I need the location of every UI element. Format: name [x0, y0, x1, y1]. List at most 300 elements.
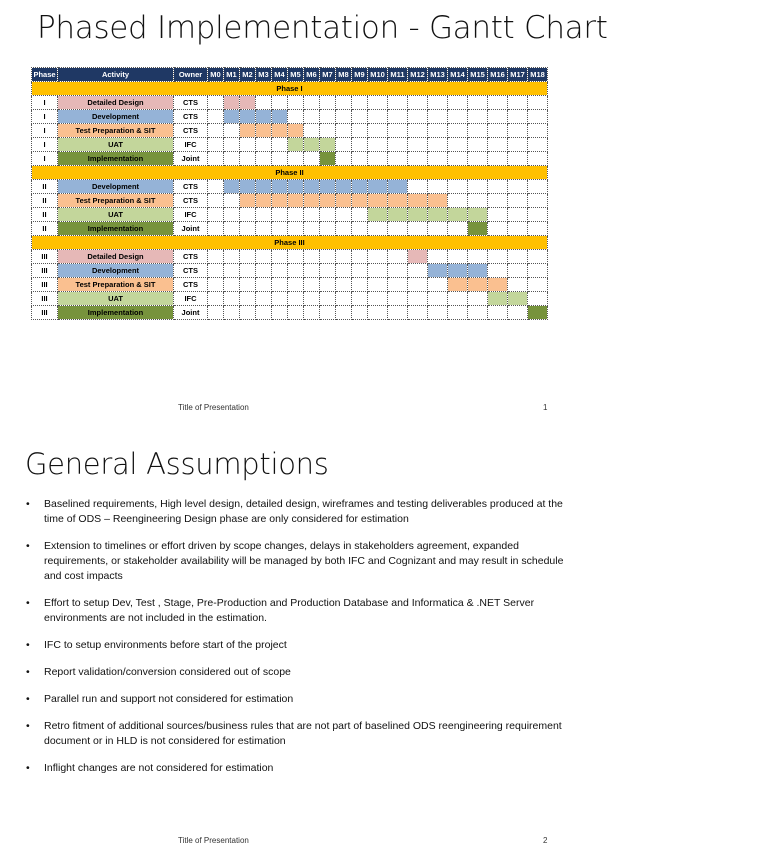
activity-cell: UAT — [58, 208, 174, 222]
activity-cell: Test Preparation & SIT — [58, 278, 174, 292]
gantt-bar-cell — [256, 110, 272, 124]
month-cell — [528, 278, 548, 292]
month-cell — [368, 250, 388, 264]
month-cell — [272, 250, 288, 264]
month-header: M0 — [208, 68, 224, 82]
month-cell — [240, 208, 256, 222]
month-header: M14 — [448, 68, 468, 82]
month-cell — [320, 278, 336, 292]
month-cell — [468, 110, 488, 124]
month-cell — [368, 110, 388, 124]
month-cell — [448, 152, 468, 166]
month-cell — [272, 292, 288, 306]
month-header: M7 — [320, 68, 336, 82]
gantt-bar-cell — [240, 124, 256, 138]
month-cell — [508, 110, 528, 124]
gantt-bar-cell — [240, 110, 256, 124]
month-cell — [288, 152, 304, 166]
month-cell — [352, 124, 368, 138]
owner-cell: CTS — [174, 180, 208, 194]
month-cell — [304, 278, 320, 292]
month-cell — [320, 208, 336, 222]
month-cell — [508, 264, 528, 278]
month-cell — [208, 194, 224, 208]
owner-cell: CTS — [174, 264, 208, 278]
phase-cell: II — [32, 180, 58, 194]
month-cell — [388, 222, 408, 236]
month-cell — [528, 264, 548, 278]
month-cell — [352, 110, 368, 124]
month-cell — [240, 152, 256, 166]
gantt-bar-cell — [288, 138, 304, 152]
month-cell — [528, 152, 548, 166]
activity-cell: Implementation — [58, 222, 174, 236]
month-cell — [528, 180, 548, 194]
month-cell — [488, 138, 508, 152]
owner-cell: CTS — [174, 250, 208, 264]
assumptions-slide — [0, 433, 768, 866]
month-cell — [468, 194, 488, 208]
gantt-bar-cell — [256, 194, 272, 208]
month-cell — [224, 278, 240, 292]
month-header: M4 — [272, 68, 288, 82]
month-cell — [408, 278, 428, 292]
gantt-bar-cell — [288, 180, 304, 194]
month-header: M18 — [528, 68, 548, 82]
assumption-item — [26, 596, 566, 626]
month-cell — [388, 152, 408, 166]
gantt-bar-cell — [288, 124, 304, 138]
month-cell — [288, 222, 304, 236]
month-cell — [336, 222, 352, 236]
month-cell — [336, 96, 352, 110]
gantt-bar-cell — [304, 194, 320, 208]
month-cell — [428, 110, 448, 124]
month-cell — [388, 96, 408, 110]
month-cell — [488, 208, 508, 222]
month-cell — [304, 110, 320, 124]
gantt-bar-cell — [320, 180, 336, 194]
month-cell — [408, 180, 428, 194]
month-cell — [528, 208, 548, 222]
month-cell — [468, 306, 488, 320]
month-cell — [528, 96, 548, 110]
assumption-item — [26, 497, 566, 527]
month-cell — [224, 194, 240, 208]
bullet-icon: • — [26, 762, 30, 774]
month-cell — [508, 222, 528, 236]
gantt-bar-cell — [320, 194, 336, 208]
month-cell — [428, 180, 448, 194]
month-header: M13 — [428, 68, 448, 82]
gantt-row — [32, 222, 548, 236]
month-cell — [448, 110, 468, 124]
gantt-bar-cell — [256, 124, 272, 138]
phase-cell: III — [32, 306, 58, 320]
month-cell — [448, 124, 468, 138]
month-cell — [272, 138, 288, 152]
month-cell — [352, 208, 368, 222]
month-cell — [408, 292, 428, 306]
month-cell — [468, 138, 488, 152]
bullet-icon: • — [26, 666, 30, 678]
assumption-item — [26, 692, 566, 707]
month-cell — [448, 180, 468, 194]
activity-cell: Detailed Design — [58, 250, 174, 264]
phase-band-label: Phase III — [32, 236, 548, 250]
assumption-text: Baselined requirements, High level design, detailed design, wireframes and testing deliverables produced at the time of ODS – Reengineering Design phase are only considered for estimation — [44, 498, 563, 525]
phase-band-label: Phase I — [32, 82, 548, 96]
owner-cell: CTS — [174, 96, 208, 110]
month-cell — [508, 250, 528, 264]
month-cell — [256, 208, 272, 222]
month-cell — [352, 222, 368, 236]
phase-cell: I — [32, 110, 58, 124]
assumption-item — [26, 719, 566, 749]
month-header: M1 — [224, 68, 240, 82]
month-cell — [352, 152, 368, 166]
month-cell — [224, 208, 240, 222]
gantt-row — [32, 292, 548, 306]
month-cell — [288, 306, 304, 320]
month-cell — [508, 194, 528, 208]
gantt-row — [32, 250, 548, 264]
month-cell — [336, 264, 352, 278]
month-cell — [240, 292, 256, 306]
month-cell — [304, 250, 320, 264]
month-cell — [336, 208, 352, 222]
month-cell — [352, 292, 368, 306]
gantt-bar-cell — [336, 194, 352, 208]
month-cell — [240, 306, 256, 320]
month-cell — [468, 124, 488, 138]
month-header: M3 — [256, 68, 272, 82]
month-cell — [304, 96, 320, 110]
month-cell — [208, 292, 224, 306]
month-cell — [288, 208, 304, 222]
phase-cell: II — [32, 194, 58, 208]
month-cell — [304, 222, 320, 236]
month-cell — [528, 138, 548, 152]
gantt-row — [32, 138, 548, 152]
month-cell — [448, 138, 468, 152]
month-cell — [408, 96, 428, 110]
bullet-icon: • — [26, 540, 30, 552]
month-cell — [468, 180, 488, 194]
month-cell — [448, 194, 468, 208]
month-cell — [288, 278, 304, 292]
gantt-row — [32, 278, 548, 292]
month-cell — [240, 222, 256, 236]
gantt-bar-cell — [368, 208, 388, 222]
gantt-bar-cell — [368, 180, 388, 194]
month-cell — [448, 96, 468, 110]
slide-title: General Assumptions — [25, 447, 329, 481]
month-header: M16 — [488, 68, 508, 82]
gantt-bar-cell — [272, 124, 288, 138]
month-cell — [288, 264, 304, 278]
assumption-text: Effort to setup Dev, Test , Stage, Pre-Production and Production Database and Informatica & .NET Server environments are not included in the estimation. — [44, 597, 535, 624]
month-cell — [224, 264, 240, 278]
month-cell — [224, 152, 240, 166]
month-cell — [320, 124, 336, 138]
activity-cell: Implementation — [58, 152, 174, 166]
gantt-bar-cell — [320, 152, 336, 166]
gantt-bar-cell — [448, 278, 468, 292]
assumption-text: Retro fitment of additional sources/business rules that are not part of baselined ODS reengineering requirement document or in HLD is not considered for estimation — [44, 720, 562, 747]
owner-cell: Joint — [174, 152, 208, 166]
month-cell — [388, 138, 408, 152]
month-cell — [240, 138, 256, 152]
month-cell — [428, 138, 448, 152]
gantt-bar-cell — [240, 96, 256, 110]
gantt-bar-cell — [388, 208, 408, 222]
phase-header: Phase — [32, 68, 58, 82]
gantt-bar-cell — [224, 110, 240, 124]
gantt-bar-cell — [224, 96, 240, 110]
owner-cell: Joint — [174, 222, 208, 236]
activity-header: Activity — [58, 68, 174, 82]
month-cell — [304, 264, 320, 278]
gantt-bar-cell — [488, 292, 508, 306]
month-cell — [256, 152, 272, 166]
gantt-bar-cell — [240, 194, 256, 208]
month-header: M9 — [352, 68, 368, 82]
activity-cell: Test Preparation & SIT — [58, 194, 174, 208]
month-cell — [508, 208, 528, 222]
month-cell — [428, 152, 448, 166]
phase-cell: II — [32, 222, 58, 236]
gantt-row — [32, 306, 548, 320]
phase-band-row — [32, 236, 548, 250]
owner-cell: IFC — [174, 138, 208, 152]
month-cell — [288, 292, 304, 306]
gantt-bar-cell — [468, 278, 488, 292]
month-cell — [224, 250, 240, 264]
month-cell — [336, 152, 352, 166]
month-cell — [388, 264, 408, 278]
month-header: M6 — [304, 68, 320, 82]
month-cell — [408, 152, 428, 166]
month-cell — [352, 96, 368, 110]
gantt-bar-cell — [256, 180, 272, 194]
month-cell — [508, 96, 528, 110]
month-cell — [368, 306, 388, 320]
month-cell — [508, 152, 528, 166]
month-cell — [352, 264, 368, 278]
month-header: M8 — [336, 68, 352, 82]
gantt-bar-cell — [352, 180, 368, 194]
month-cell — [240, 264, 256, 278]
month-cell — [304, 124, 320, 138]
month-cell — [528, 222, 548, 236]
page-number: 2 — [543, 836, 548, 845]
month-cell — [240, 250, 256, 264]
month-cell — [256, 278, 272, 292]
gantt-bar-cell — [428, 264, 448, 278]
month-cell — [468, 250, 488, 264]
month-cell — [488, 152, 508, 166]
month-cell — [208, 110, 224, 124]
month-cell — [388, 306, 408, 320]
month-cell — [368, 138, 388, 152]
gantt-row — [32, 152, 548, 166]
gantt-table — [31, 67, 548, 320]
month-header: M11 — [388, 68, 408, 82]
activity-cell: UAT — [58, 138, 174, 152]
month-cell — [336, 124, 352, 138]
month-cell — [528, 292, 548, 306]
month-cell — [388, 124, 408, 138]
month-cell — [208, 152, 224, 166]
bullet-icon: • — [26, 720, 30, 732]
month-cell — [304, 292, 320, 306]
month-cell — [288, 96, 304, 110]
month-cell — [508, 138, 528, 152]
month-cell — [428, 222, 448, 236]
month-cell — [272, 278, 288, 292]
assumption-text: Parallel run and support not considered for estimation — [44, 693, 294, 705]
phase-cell: III — [32, 278, 58, 292]
month-cell — [272, 152, 288, 166]
gantt-bar-cell — [388, 180, 408, 194]
month-cell — [256, 292, 272, 306]
month-cell — [448, 292, 468, 306]
month-cell — [488, 264, 508, 278]
owner-cell: CTS — [174, 194, 208, 208]
gantt-bar-cell — [272, 110, 288, 124]
month-cell — [208, 222, 224, 236]
month-cell — [352, 278, 368, 292]
month-cell — [408, 124, 428, 138]
month-header: M5 — [288, 68, 304, 82]
footer-title: Title of Presentation — [178, 403, 249, 412]
gantt-row — [32, 194, 548, 208]
month-cell — [256, 306, 272, 320]
gantt-bar-cell — [288, 194, 304, 208]
gantt-row — [32, 180, 548, 194]
month-cell — [224, 138, 240, 152]
month-cell — [508, 180, 528, 194]
month-cell — [320, 292, 336, 306]
month-cell — [336, 292, 352, 306]
footer-title: Title of Presentation — [178, 836, 249, 845]
month-cell — [304, 208, 320, 222]
month-cell — [208, 264, 224, 278]
month-cell — [528, 110, 548, 124]
gantt-bar-cell — [368, 194, 388, 208]
month-cell — [208, 124, 224, 138]
month-cell — [468, 292, 488, 306]
month-cell — [428, 96, 448, 110]
month-cell — [240, 278, 256, 292]
activity-cell: UAT — [58, 292, 174, 306]
gantt-bar-cell — [448, 264, 468, 278]
month-cell — [288, 250, 304, 264]
phase-band-label: Phase II — [32, 166, 548, 180]
month-cell — [320, 222, 336, 236]
month-cell — [488, 96, 508, 110]
month-cell — [488, 306, 508, 320]
month-cell — [408, 222, 428, 236]
month-cell — [368, 292, 388, 306]
month-cell — [336, 138, 352, 152]
month-header: M2 — [240, 68, 256, 82]
month-cell — [448, 250, 468, 264]
gantt-bar-cell — [304, 138, 320, 152]
month-cell — [488, 194, 508, 208]
activity-cell: Development — [58, 110, 174, 124]
month-cell — [256, 250, 272, 264]
gantt-row — [32, 124, 548, 138]
month-cell — [224, 124, 240, 138]
month-cell — [272, 222, 288, 236]
assumption-item — [26, 665, 566, 680]
gantt-bar-cell — [352, 194, 368, 208]
month-cell — [256, 138, 272, 152]
assumption-item — [26, 539, 566, 584]
assumption-text: Extension to timelines or effort driven by scope changes, delays in stakeholders agreement, expanded requirements, or stakeholder availability will be managed by both IFC and Cognizant and may result in schedule and cost impacts — [44, 540, 564, 582]
phase-cell: I — [32, 152, 58, 166]
month-cell — [320, 250, 336, 264]
gantt-bar-cell — [408, 250, 428, 264]
month-header: M17 — [508, 68, 528, 82]
month-cell — [388, 278, 408, 292]
month-cell — [368, 96, 388, 110]
assumption-text: Report validation/conversion considered out of scope — [44, 666, 291, 678]
month-cell — [488, 222, 508, 236]
gantt-bar-cell — [408, 194, 428, 208]
month-cell — [388, 110, 408, 124]
phase-cell: I — [32, 124, 58, 138]
month-cell — [448, 306, 468, 320]
phase-cell: I — [32, 96, 58, 110]
gantt-bar-cell — [468, 222, 488, 236]
month-cell — [208, 180, 224, 194]
gantt-bar-cell — [272, 194, 288, 208]
month-cell — [288, 110, 304, 124]
month-cell — [428, 250, 448, 264]
month-cell — [388, 250, 408, 264]
gantt-row — [32, 96, 548, 110]
month-cell — [336, 110, 352, 124]
activity-cell: Detailed Design — [58, 96, 174, 110]
assumption-item — [26, 761, 566, 776]
gantt-bar-cell — [320, 138, 336, 152]
owner-cell: CTS — [174, 278, 208, 292]
slide-title: Phased Implementation - Gantt Chart — [37, 10, 608, 46]
month-cell — [388, 292, 408, 306]
month-cell — [368, 124, 388, 138]
month-cell — [208, 208, 224, 222]
assumptions-list — [26, 497, 566, 788]
month-cell — [408, 306, 428, 320]
month-cell — [304, 152, 320, 166]
month-cell — [488, 250, 508, 264]
month-cell — [208, 250, 224, 264]
month-cell — [352, 138, 368, 152]
month-cell — [256, 222, 272, 236]
month-cell — [508, 124, 528, 138]
owner-cell: CTS — [174, 124, 208, 138]
gantt-bar-cell — [468, 264, 488, 278]
month-header: M12 — [408, 68, 428, 82]
month-cell — [224, 222, 240, 236]
assumption-text: Inflight changes are not considered for estimation — [44, 762, 274, 774]
month-cell — [272, 96, 288, 110]
activity-cell: Development — [58, 264, 174, 278]
month-cell — [428, 278, 448, 292]
